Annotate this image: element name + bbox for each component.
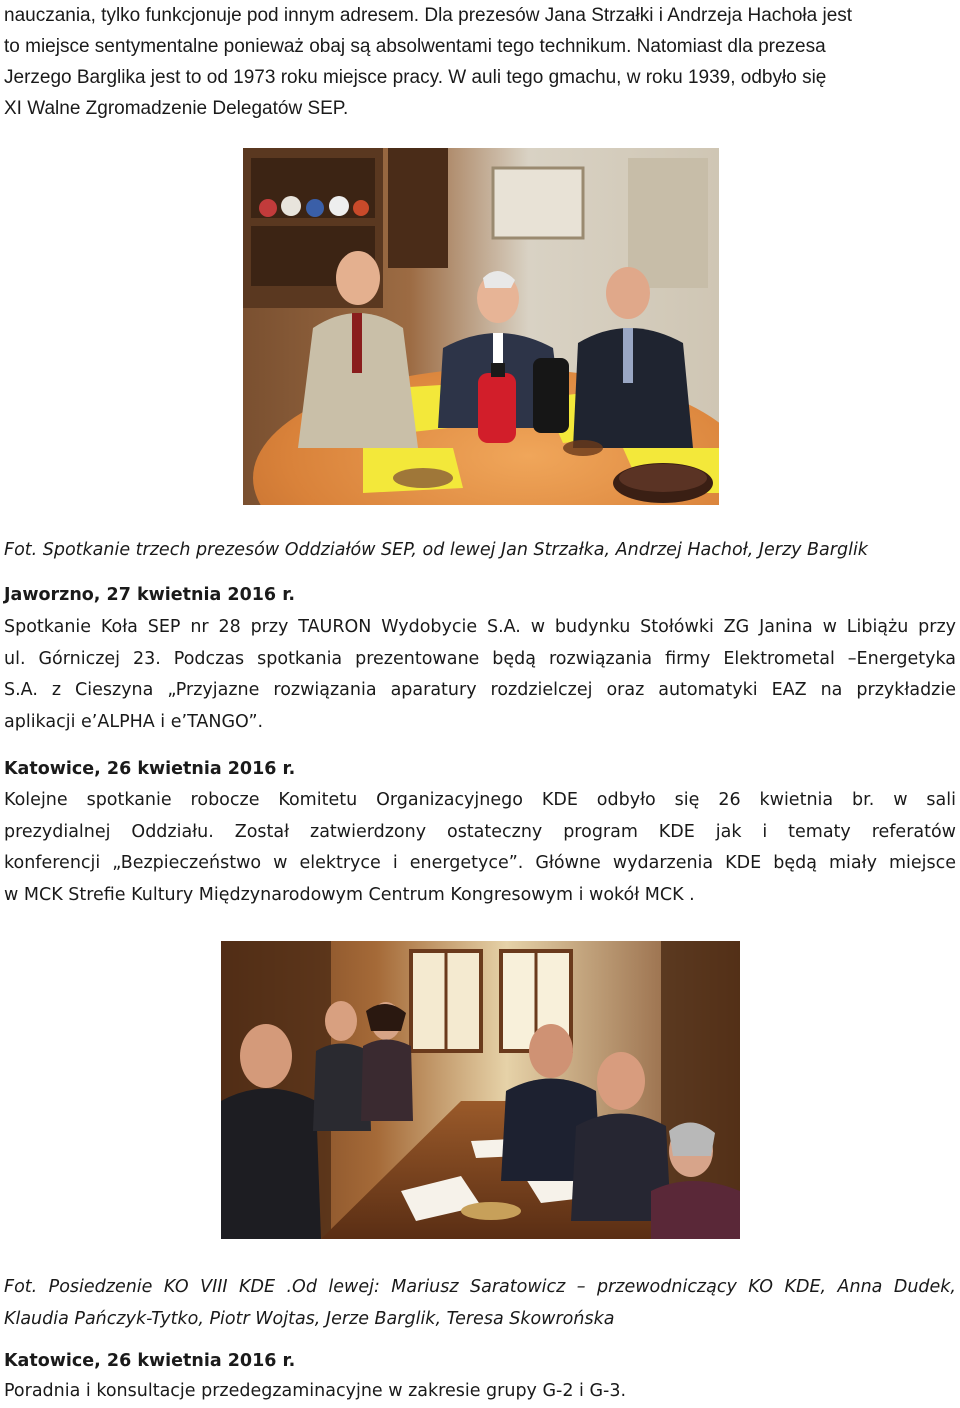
section1-line: S.A. z Cieszyna „Przyjazne rozwiązania aparatury rozdzielczej oraz automatyki EAZ na przykładzie xyxy=(4,680,956,700)
section1-heading: Jaworzno, 27 kwietnia 2016 r. xyxy=(4,585,295,605)
section3-text: Poradnia i konsultacje przedegzaminacyjne w zakresie grupy G-2 i G-3. xyxy=(4,1381,627,1401)
section1-line: aplikacji e’ALPHA i e’TANGO”. xyxy=(4,711,264,732)
section2-heading: Katowice, 26 kwietnia 2016 r. xyxy=(4,759,296,779)
photo1-caption: Fot. Spotkanie trzech prezesów Oddziałów SEP, od lewej Jan Strzałka, Andrzej Hachoł, Jerzy Barglik xyxy=(4,540,868,560)
intro-paragraph xyxy=(4,0,956,124)
photo-committee-meeting xyxy=(221,941,740,1239)
photo-committee-meeting-image xyxy=(221,941,740,1239)
section1-paragraph xyxy=(4,612,956,738)
photo-three-presidents xyxy=(243,148,719,505)
section2-line: konferencji „Bezpieczeństwo w elektryce i energetyce”. Główne wydarzenia KDE będą miały miejsce xyxy=(4,853,956,873)
section2-line: w MCK Strefie Kultury Międzynarodowym Centrum Kongresowym i wokół MCK . xyxy=(4,884,695,905)
section2-paragraph xyxy=(4,785,956,911)
intro-line: nauczania, tylko funkcjonuje pod innym adresem. Dla prezesów Jana Strzałki i Andrzeja Hachoła jest xyxy=(4,5,853,26)
section1-line: Spotkanie Koła SEP nr 28 przy TAURON Wydobycie S.A. w budynku Stołówki ZG Janina w Libiążu przy xyxy=(4,617,956,637)
intro-line: Jerzego Barglika jest to od 1973 roku miejsce pracy. W auli tego gmachu, w roku 1939, odbyło się xyxy=(4,67,827,88)
photo2-caption xyxy=(4,1272,956,1335)
intro-line: XI Walne Zgromadzenie Delegatów SEP. xyxy=(4,98,349,119)
section2-line: prezydialnej Oddziału. Został zatwierdzony ostateczny program KDE jak i tematy referatów xyxy=(4,821,956,842)
photo-three-presidents-image xyxy=(243,148,719,505)
photo2-caption-line: Klaudia Pańczyk-Tytko, Piotr Wojtas, Jerze Barglik, Teresa Skowrońska xyxy=(4,1308,615,1329)
photo2-caption-line: Fot. Posiedzenie KO VIII KDE .Od lewej: Mariusz Saratowicz – przewodniczący KO KDE, Anna Dudek, xyxy=(4,1277,956,1297)
section2-line: Kolejne spotkanie robocze Komitetu Organizacyjnego KDE odbyło się 26 kwietnia br. w sali xyxy=(4,790,956,810)
intro-line: to miejsce sentymentalne ponieważ obaj są absolwentami tego technikum. Natomiast dla prezesa xyxy=(4,36,826,57)
section3-heading: Katowice, 26 kwietnia 2016 r. xyxy=(4,1351,296,1371)
section1-line: ul. Górniczej 23. Podczas spotkania prezentowane będą rozwiązania firmy Elektrometal –Energetyka xyxy=(4,648,956,669)
